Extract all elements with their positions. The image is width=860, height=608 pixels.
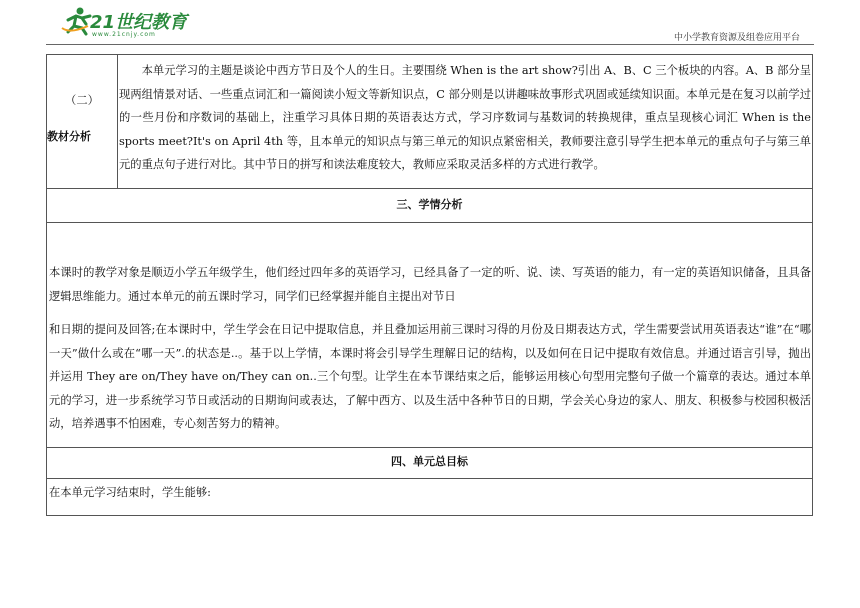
section-three-content-cell	[49, 261, 811, 436]
row-divider	[47, 222, 812, 223]
row-divider	[47, 478, 812, 479]
runner-icon	[60, 6, 94, 36]
section-four-text: 在本单元学习结束时，学生能够:	[49, 486, 211, 499]
lesson-plan-table	[46, 54, 813, 516]
section-three-title-cell	[47, 189, 812, 222]
section-two-text: 本单元学习的主题是谈论中西方节日及个人的生日。主要围绕 When is the art show?引出 A、B、C 三个板块的内容。A、B 部分呈现两组情景对话、一些重点词汇和一篇阅读小短文等新知识点，C 部分则是以讲趣味故事形式巩固或延续知识面。本单元是在复习以前学过的一些月份和序数词的基础上，注重学习具体日期的英语表达方式，学习序数词与基数词的转换规律，重点呈现核心词汇 When is the sports meet?It's on April 4th 等，且本单元的知识点与第三单元的知识点紧密相关，教师要注意引导学生把本单元的重点句子与第三单元的重点句子进行对比。其中节日的拼写和读法难度较大，教师应采取灵活多样的方式进行教学。	[119, 64, 811, 171]
section-three-para-2: 和日期的提问及回答;在本课时中，学生学会在日记中提取信息，并且叠加运用前三课时习得的月份及日期表达方式，学生需要尝试用英语表达“谁”在“哪一天”做什么或在“哪一天”.的状态是..。基于以上学情，本课时将会引导学生理解日记的结构，以及如何在日记中提取有效信息。并通过语言引导，抛出并运用 They are on/They have on/They can on..三个句型。让学生在本节课结束之后，能够运用核心句型用完整句子做一个篇章的表达。通过本单元的学习，进一步系统学习节日或活动的日期询问或表达，了解中西方、以及生活中各种节日的日期，学会关心身边的家人、朋友、积极参与校园积极活动，培养遇事不怕困难，专心刻苦努力的精神。	[49, 323, 811, 430]
page-header	[0, 0, 860, 46]
platform-label: 中小学教育资源及组卷应用平台	[673, 33, 800, 43]
site-logo	[60, 6, 190, 40]
section-four-title: 四、单元总目标	[391, 455, 468, 468]
section-two-name: 教材分析	[47, 130, 91, 143]
logo-url: www.21cnjy.com	[92, 31, 156, 38]
section-three-title: 三、学情分析	[396, 198, 463, 211]
column-divider	[117, 55, 118, 188]
header-divider	[46, 44, 814, 45]
section-four-content-cell	[49, 481, 811, 505]
logo-text: 21世纪教育	[90, 12, 188, 33]
section-four-title-cell	[47, 448, 812, 478]
section-two-number: （二）	[65, 94, 99, 107]
section-two-label-cell	[47, 55, 117, 188]
section-two-content-cell	[119, 59, 811, 187]
section-three-para-1: 本课时的教学对象是顺迈小学五年级学生，他们经过四年多的英语学习，已经具备了一定的听、说、读、写英语的能力，有一定的英语知识储备，且具备逻辑思维能力。通过本单元的前五课时学习，同学们已经掌握并能自主提出对节日	[49, 266, 811, 303]
